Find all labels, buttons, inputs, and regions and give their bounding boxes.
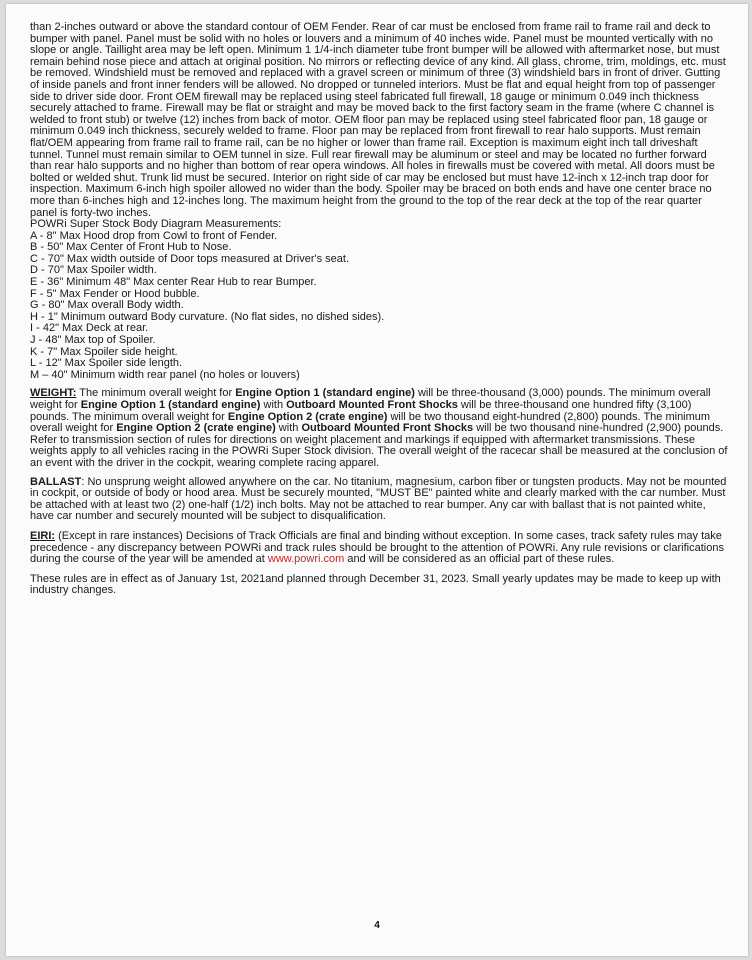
weight-text-5: will be two thousand eight-hundred (2,800) pounds. The minimum overall weight for xyxy=(30,410,711,435)
page-number: 4 xyxy=(374,920,380,931)
weight-section xyxy=(30,388,730,469)
body-paragraph: than 2-inches outward or above the standard contour of OEM Fender. Rear of car must be enclosed from frame rail to frame rail and deck to bumper with panel. Panel must be solid with no holes or louvers and a minimum of 40 inches wide. Panel must be mounted vertically with no slope or angle. Taillight area may be left open. Minimum 1 1/4-inch diameter tube front bumper will be allowed with aftermarket nose, but must remain behind nose piece and attach at original position. No mirrors or reflecting device of any kind. All glass, chrome, trim, moldings, etc. must be removed. Windshield must be removed and replaced with a gravel screen or minimum of three (3) windshield bars in front of driver. Gutting of inside panels and front inner fenders will be allowed. No dropped or tunneled interiors. Must be flat and equal height from top of passenger side to driver side door. Front OEM firewall may be replaced using steel fabricated full firewall, 18 gauge or minimum 0.049 inch thickness securely attached to frame. Firewall may be flat or straight and may be moved back to the first factory seam in the frame (where C channel is welded to front stub) or twelve (12) inches from back of motor. OEM floor pan may be replaced using steel fabricated floor pan, 18 gauge or minimum 0.049 inch thickness, securely welded to frame. Floor pan may be replaced from front firewall to rear halo supports. Must remain flat/OEM appearing from frame rail to frame rail, can be no higher or lower than frame rail. Exception is maximum eight inch tall driveshaft tunnel. Tunnel must remain similar to OEM tunnel in size. Full rear firewall may be aluminum or steel and may be located no further forward than rear halo supports and no higher than bottom of rear opera windows. All holes in firewalls must be covered with metal. All doors must be bolted or welded shut. Trunk lid must be secured. Interior on right side of car may be enclosed but must have 12-inch x 12-inch trap door for inspection. Maximum 6-inch high spoiler allowed no wider than the body. Spoiler may be braced on both ends and have one center brace no more than 6-inches high and 12-inches long. The maximum height from the ground to the top of the rear deck at the top of the rear quarter panel is forty-two inches. xyxy=(30,21,726,219)
eiri-label: EIRI: xyxy=(30,529,56,542)
weight-text-6: with xyxy=(275,422,302,435)
weight-text-2: will be three-thousand (3,000) pounds. The minimum overall weight for xyxy=(30,387,711,411)
effective-dates: These rules are in effect as of January 1st, 2021and planned through December 31, 2023. Small yearly updates may be made to keep up with industry changes. xyxy=(30,572,721,597)
diagram-heading: POWRi Super Stock Body Diagram Measurements: xyxy=(30,218,282,231)
measurement-item-m: M – 40" Minimum width rear panel (no holes or louvers) xyxy=(30,368,300,381)
measurement-item-a: A - 8" Max Hood drop from Cowl to front of Fender. xyxy=(30,229,278,242)
weight-bold-3: Outboard Mounted Front Shocks xyxy=(286,399,458,411)
weight-label: WEIGHT: xyxy=(30,387,77,400)
measurement-item-g: G - 80" Max overall Body width. xyxy=(30,299,184,312)
page-content xyxy=(30,22,730,597)
measurement-item-i: I - 42" Max Deck at rear. xyxy=(30,322,149,335)
measurement-item-l: L - 12" Max Spoiler side length. xyxy=(30,357,183,370)
diagram-measurements xyxy=(30,219,730,381)
weight-bold-5: Engine Option 2 (crate engine) xyxy=(116,422,276,435)
weight-text-1: The minimum overall weight for xyxy=(76,387,236,400)
ballast-text: : No unsprung weight allowed anywhere on the car. No titanium, magnesium, carbon fiber or tungsten products. May not be mounted in cockpit, or outside of body or hood area. Must be securely mounted, "MUST BE" painted white and clearly marked with the car number. Must be attached with at least two (2) one-half (1/2) inch bolts. May not be attached to rear bumper. Any car with ballast that is not painted white, have car number and securely mounted will be subject to disqualification. xyxy=(30,475,727,523)
measurement-item-b: B - 50" Max Center of Front Hub to Nose. xyxy=(30,241,232,254)
measurement-item-k: K - 7" Max Spoiler side height. xyxy=(30,345,178,358)
weight-bold-4: Engine Option 2 (crate engine) xyxy=(227,410,388,423)
measurement-item-h: H - 1" Minimum outward Body curvature. (No flat sides, no dished sides). xyxy=(30,310,385,323)
measurement-item-j: J - 48" Max top of Spoiler. xyxy=(30,334,156,347)
ballast-section xyxy=(30,477,730,523)
eiri-section xyxy=(30,531,730,566)
weight-text-7: will be two thousand nine-hundred (2,900) pounds. Refer to transmission section of rules for directions on weight placement and markings if equipped with aftermarket transmissions. These weights apply to all vehicles racing in the POWRi Super Stock division. The overall weight of the racecar shall be measured at the conclusion of an event with the driver in the cockpit, wearing complete racing apparel. xyxy=(30,422,728,469)
weight-text-3: with xyxy=(260,399,287,411)
document-page xyxy=(6,4,748,956)
weight-bold-2: Engine Option 1 (standard engine) xyxy=(80,399,261,411)
measurement-item-e: E - 36" Minimum 48" Max center Rear Hub to rear Bumper. xyxy=(30,276,317,289)
measurement-item-c: C - 70" Max width outside of Door tops measured at Driver's seat. xyxy=(30,252,350,265)
powri-website-link[interactable]: www.powri.com xyxy=(267,553,345,566)
weight-text-4: will be three-thousand one hundred fifty (3,100) pounds. The minimum overall weight for xyxy=(30,399,692,423)
ballast-label: BALLAST xyxy=(30,475,82,488)
weight-bold-6: Outboard Mounted Front Shocks xyxy=(301,422,474,435)
measurement-item-d: D - 70" Max Spoiler width. xyxy=(30,264,157,277)
eiri-text-2: and will be considered as an official part of these rules. xyxy=(344,553,615,566)
measurement-item-f: F - 5" Max Fender or Hood bubble. xyxy=(30,287,200,300)
eiri-text: (Except in rare instances) Decisions of Track Officials are final and binding without exception. In some cases, track safety rules may take precedence - any discrepancy between POWRi and track rules should be brought to the attention of POWRi. Any rule revisions or clarifications during the course of the year will be amended at xyxy=(30,529,724,566)
weight-bold-1: Engine Option 1 (standard engine) xyxy=(235,387,415,400)
